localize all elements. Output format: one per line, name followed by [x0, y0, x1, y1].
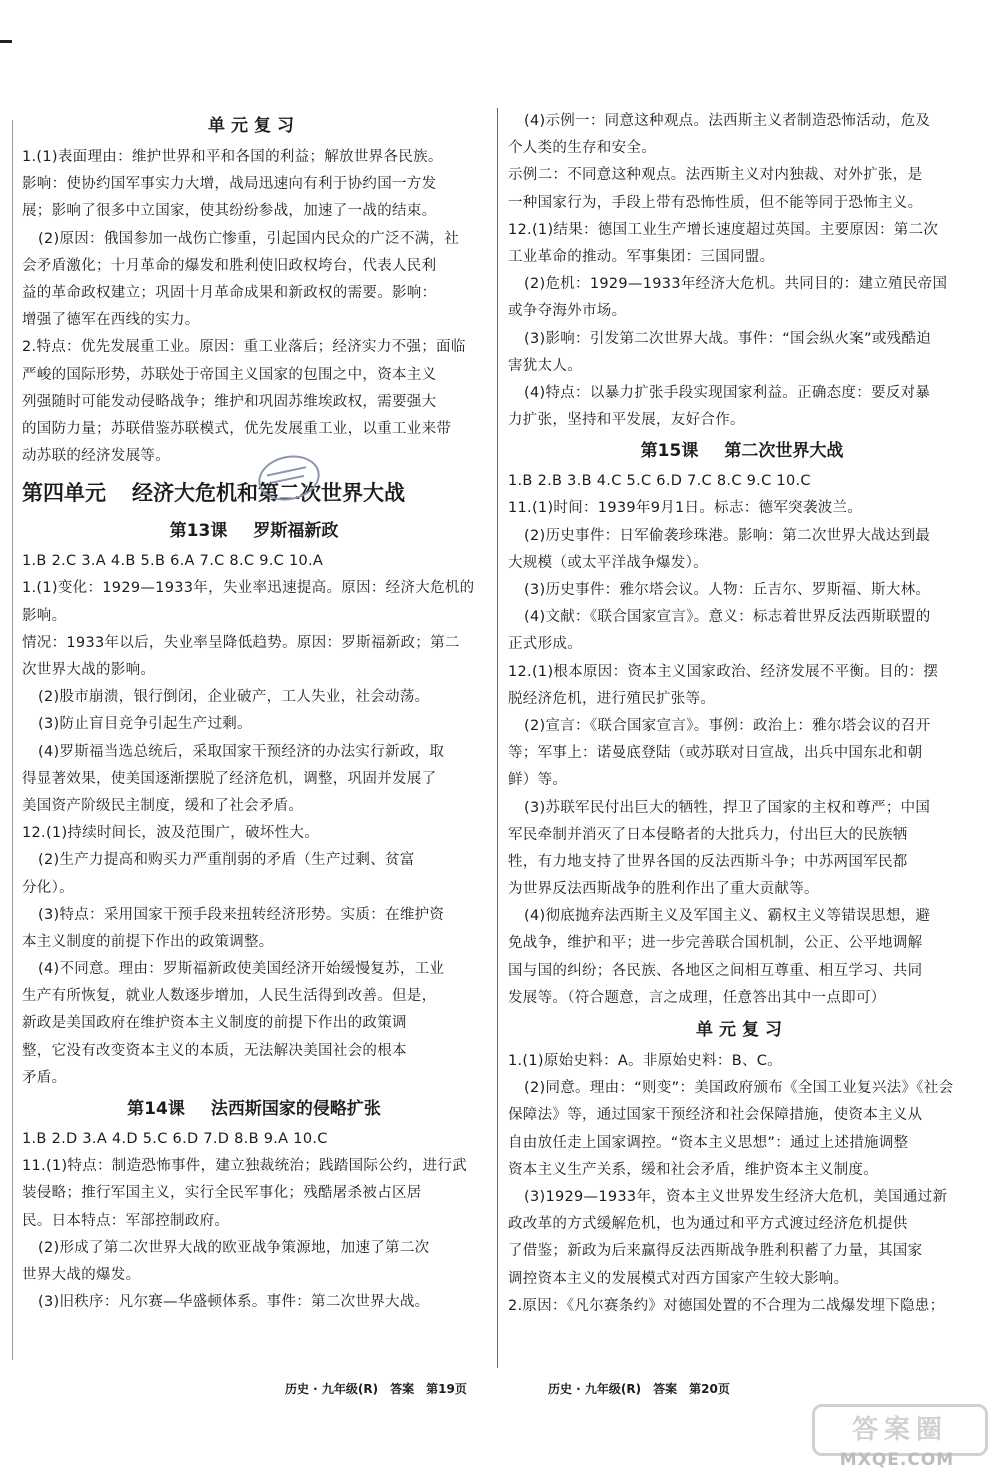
- answer-line: 正式形成。: [508, 636, 582, 653]
- answer-line: 1.(1)表面理由：维护世界和平和各国的利益；解放世界各民族。: [22, 149, 443, 165]
- answer-line: 力扩张，坚持和平发展，友好合作。: [508, 412, 745, 429]
- answer-line: 或争夺海外市场。: [508, 303, 627, 320]
- answer-line: 为世界反法西斯战争的胜利作出了重大贡献等。: [508, 881, 819, 898]
- answer-line: 12.(1)持续时间长，波及范围广，破坏性大。: [22, 825, 319, 842]
- answer-line: 益的革命政权建立；巩固十月革命成果和新政权的需要。影响：: [22, 284, 437, 301]
- answer-line: 影响。: [22, 607, 67, 624]
- answer-line: (3)影响：引发第二次世界大战。事件：“国会纵火案”或残酷迫: [524, 330, 932, 347]
- lesson-13-answers: [22, 548, 486, 1092]
- watermark-logo: 答案圈: [812, 1404, 988, 1456]
- lesson-15-heading: [508, 434, 976, 468]
- answer-line: 自由放任走上国家调控。“资本主义思想”：通过上述措施调整: [508, 1134, 909, 1151]
- answer-line: (2)危机：1929—1933年经济大危机。共同目的：建立殖民帝国: [524, 276, 948, 293]
- left-column: [22, 108, 486, 1316]
- answer-line: 会矛盾激化；十月革命的爆发和胜利使旧政权垮台，代表人民利: [22, 257, 437, 274]
- answer-line: 1.(1)变化：1929—1933年，失业率迅速提高。原因：经济大危机的: [22, 580, 475, 597]
- answer-line: 1.B 2.B 3.B 4.C 5.C 6.D 7.C 8.C 9.C 10.C: [508, 473, 811, 490]
- answer-line: 资本主义生产关系，缓和社会矛盾，维护资本主义制度。: [508, 1161, 878, 1178]
- answer-line: 保障法》等，通过国家干预经济和社会保障措施，使资本主义从: [508, 1107, 923, 1124]
- answer-line: 11.(1)特点：制造恐怖事件，建立独裁统治；践踏国际公约，进行武: [22, 1158, 467, 1175]
- answer-line: 2.特点：优先发展重工业。原因：重工业落后；经济实力不强；面临: [22, 339, 466, 356]
- answer-line: 严峻的国际形势，苏联处于帝国主义国家的包围之中，资本主义: [22, 366, 437, 383]
- answer-line: 民。日本特点：军部控制政府。: [22, 1212, 230, 1229]
- watermark-url: MXQE.COM: [839, 1450, 955, 1470]
- answer-line: (3)防止盲目竞争引起生产过剩。: [38, 716, 252, 733]
- site-watermark: [812, 1404, 982, 1468]
- lesson-14-heading: [22, 1092, 486, 1126]
- answer-line: 11.(1)时间：1939年9月1日。标志：德军突袭波兰。: [508, 500, 863, 517]
- answer-line: 工业革命的推动。军事集团：三国同盟。: [508, 248, 775, 265]
- answer-line: (3)1929—1933年，资本主义世界发生经济大危机，美国通过新: [524, 1188, 948, 1205]
- column-divider: [497, 108, 498, 1368]
- answer-line: 得显著效果，使美国逐渐摆脱了经济危机，调整，巩固并发展了: [22, 770, 437, 787]
- answer-line: 一种国家行为，手段上带有恐怖性质，但不能等同于恐怖主义。: [508, 194, 923, 211]
- answer-line: (2)同意。理由：“则变”：美国政府颁布《全国工业复兴法》《社会: [524, 1080, 954, 1097]
- answer-line: 示例二：不同意这种观点。法西斯主义对内独裁、对外扩张，是: [508, 167, 923, 184]
- answer-line: (2)历史事件：日军偷袭珍珠港。影响：第二次世界大战达到最: [524, 527, 931, 544]
- answer-line: 调控资本主义的发展模式对西方国家产生较大影响。: [508, 1270, 849, 1287]
- answer-line: 害犹太人。: [508, 357, 582, 374]
- lesson-name: 法西斯国家的侵略扩张: [210, 1099, 381, 1119]
- lesson-number: 第14课: [127, 1099, 185, 1119]
- answer-line: (2)形成了第二次世界大战的欧亚战争策源地，加速了第二次: [38, 1239, 430, 1256]
- lesson-13-heading: [22, 514, 486, 548]
- lesson-name: 第二次世界大战: [724, 441, 844, 462]
- unit-review-answers: [508, 1048, 976, 1320]
- answer-line: (4)特点：以暴力扩张手段实现国家利益。正确态度：要反对暴: [524, 384, 931, 401]
- answer-line: 装侵略；推行军国主义，实行全民军事化；残酷屠杀被占区居: [22, 1185, 422, 1202]
- answer-line: 1.B 2.C 3.A 4.B 5.B 6.A 7.C 8.C 9.C 10.A: [22, 553, 324, 570]
- answer-line: (4)不同意。理由：罗斯福新政使美国经济开始缓慢复苏，工业: [38, 961, 445, 978]
- answer-line: 美国资产阶级民主制度，缓和了社会矛盾。: [22, 797, 304, 814]
- answer-line: 牲，有力地支持了世界各国的反法西斯斗争；中苏两国军民都: [508, 853, 908, 870]
- page-footer-right: 历史 · 九年级(R) 答案 第20页: [548, 1382, 730, 1396]
- answer-line: (4)示例一：同意这种观点。法西斯主义者制造恐怖活动，危及: [524, 113, 931, 129]
- answer-line: 情况：1933年以后，失业率呈降低趋势。原因：罗斯福新政；第二: [22, 634, 460, 651]
- answer-line: 的国防力量；苏联借鉴苏联模式，优先发展重工业，以重工业来带: [22, 420, 452, 437]
- answer-line: 矛盾。: [22, 1069, 67, 1086]
- answer-line: (3)历史事件：雅尔塔会议。人物：丘吉尔、罗斯福、斯大林。: [524, 582, 931, 598]
- answer-line: 分化）。: [22, 879, 74, 896]
- answer-line: 免战争，维护和平；进一步完善联合国机制，公正、公平地调解: [508, 935, 923, 952]
- answer-line: 动苏联的经济发展等。: [22, 448, 170, 465]
- right-column: [508, 108, 976, 1320]
- lesson-number: 第13课: [169, 521, 228, 542]
- lesson-number: 第15课: [640, 441, 699, 462]
- answer-line: (2)生产力提高和购买力严重削弱的矛盾（生产过剩、贫富: [38, 852, 415, 869]
- answer-line: (4)罗斯福当选总统后，采取国家干预经济的办法实行新政，取: [38, 743, 445, 760]
- answer-line: 军民牵制并消灭了日本侵略者的大批兵力，付出巨大的民族牺: [508, 826, 908, 843]
- lesson-14-answers: [22, 1126, 486, 1316]
- answer-line: 2.原因：《凡尔赛条约》对德国处置的不合理为二战爆发埋下隐患；: [508, 1297, 945, 1314]
- unit-review-heading: 单元复习: [208, 116, 300, 136]
- answer-line: 鲜）等。: [508, 772, 568, 789]
- lesson-15-answers: [508, 468, 976, 1012]
- answer-line: (2)股市崩溃，银行倒闭，企业破产，工人失业，社会动荡。: [38, 689, 430, 706]
- lesson-name: 罗斯福新政: [253, 521, 339, 542]
- answer-line: 1.(1)原始史料：A。非原始史料：B、C。: [508, 1053, 782, 1069]
- answer-line: (3)旧秩序：凡尔赛—华盛顿体系。事件：第二次世界大战。: [38, 1294, 430, 1311]
- binding-rule: [12, 120, 13, 1360]
- answer-line: 大规模（或太平洋战争爆发）。: [508, 554, 708, 571]
- answer-line: 12.(1)根本原因：资本主义国家政治、经济发展不平衡。目的：摆: [508, 663, 939, 680]
- unit-review-answers: [22, 144, 486, 470]
- answer-line: 世界大战的爆发。: [22, 1266, 141, 1283]
- answer-line: 本主义制度的前提下作出的政策调整。: [22, 933, 274, 950]
- answer-line: (4)彻底抛弃法西斯主义及军国主义、霸权主义等错误思想，避: [524, 908, 931, 925]
- answer-line: 发展等。（符合题意，言之成理，任意答出其中一点即可）: [508, 989, 886, 1006]
- unit-review-heading: 单元复习: [696, 1020, 788, 1040]
- unit-number: 第四单元: [22, 481, 106, 506]
- answer-line: 列强随时可能发动侵略战争；维护和巩固苏维埃政权，需要强大: [22, 393, 437, 410]
- answer-line: 了借鉴；新政为后来赢得反法西斯战争胜利积蓄了力量，其国家: [508, 1243, 923, 1260]
- page-footer-left: 历史 · 九年级(R) 答案 第19页: [285, 1382, 467, 1396]
- answer-line: 等；军事上：诺曼底登陆（或苏联对日宣战，出兵中国东北和朝: [508, 745, 923, 762]
- answer-line: 1.B 2.D 3.A 4.D 5.C 6.D 7.D 8.B 9.A 10.C: [22, 1131, 328, 1147]
- answer-line: 次世界大战的影响。: [22, 662, 156, 678]
- answer-line: 影响：使协约国军事实力大增，战局迅速向有利于协约国一方发: [22, 176, 437, 193]
- unit-four-heading: [22, 472, 486, 514]
- answer-line: 个人类的生存和安全。: [508, 140, 656, 157]
- answer-line: 增强了德军在西线的实力。: [22, 312, 200, 329]
- answer-line: (4)文献：《联合国家宣言》。意义：标志着世界反法西斯联盟的: [524, 609, 931, 626]
- lesson-14-answers-continued: [508, 108, 976, 434]
- answer-line: 脱经济危机，进行殖民扩张等。: [508, 690, 716, 707]
- answer-line: 生产有所恢复，就业人数逐步增加，人民生活得到改善。但是，: [22, 988, 437, 1005]
- unit-name: 经济大危机和第二次世界大战: [132, 481, 405, 506]
- answer-line: 政改革的方式缓解危机，也为通过和平方式渡过经济危机提供: [508, 1216, 908, 1233]
- answer-line: 12.(1)结果：德国工业生产增长速度超过英国。主要原因：第二次: [508, 221, 939, 238]
- answer-line: 新政是美国政府在维护资本主义制度的前提下作出的政策调: [22, 1015, 407, 1032]
- answer-line: 展；影响了很多中立国家，使其纷纷参战，加速了一战的结束。: [22, 203, 437, 220]
- answer-line: (2)原因：俄国参加一战伤亡惨重，引起国内民众的广泛不满，社: [38, 230, 460, 247]
- answer-line: 整，它没有改变资本主义的本质，无法解决美国社会的根本: [22, 1042, 407, 1059]
- answer-line: (2)宣言：《联合国家宣言》。事例：政治上：雅尔塔会议的召开: [524, 717, 931, 734]
- answer-line: 国与国的纠纷；各民族、各地区之间相互尊重、相互学习、共同: [508, 962, 923, 979]
- answer-line: (3)特点：采用国家干预手段来扭转经济形势。实质：在维护资: [38, 906, 445, 923]
- corner-mark: [0, 40, 12, 43]
- answer-line: (3)苏联军民付出巨大的牺牲，捍卫了国家的主权和尊严；中国: [524, 799, 931, 816]
